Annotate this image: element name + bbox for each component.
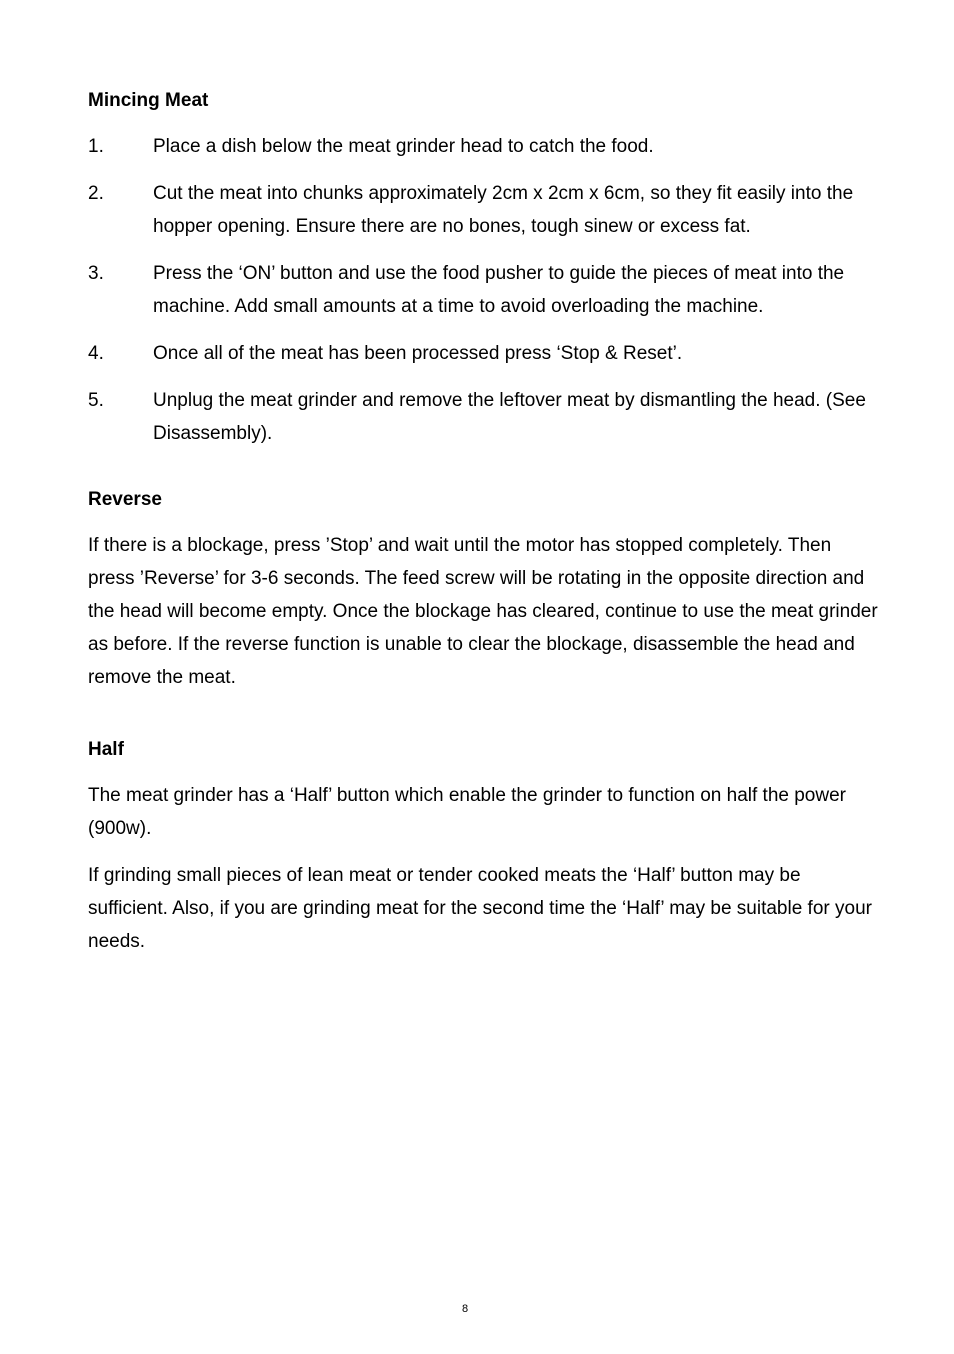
half-paragraph-2: If grinding small pieces of lean meat or tender cooked meats the ‘Half’ button may be sufficient. Also, if you are grinding meat for the second time the ‘Half’ may be suitable for your needs. — [88, 865, 872, 952]
reverse-paragraph: If there is a blockage, press ’Stop’ and wait until the motor has stopped completely. Then press ’Reverse’ for 3-6 seconds. The feed screw will be rotating in the opposite direction and the head will become empty. Once the blockage has cleared, continue to use the meat grinder as before. If the reverse function is unable to clear the blockage, disassemble the head and remove the meat. — [88, 535, 878, 688]
half-paragraph-1: The meat grinder has a ‘Half’ button which enable the grinder to function on half the power (900w). — [88, 785, 846, 839]
step-text: Unplug the meat grinder and remove the leftover meat by dismantling the head. (See Disassembly). — [153, 390, 866, 444]
page-number: 8 — [461, 1303, 469, 1315]
document-page — [88, 86, 878, 958]
step-number: 2. — [88, 183, 104, 204]
half-heading: Half — [88, 739, 124, 760]
list-item — [88, 384, 878, 450]
reverse-heading: Reverse — [88, 489, 162, 510]
step-number: 1. — [88, 136, 104, 157]
list-item — [88, 337, 878, 370]
list-item — [88, 177, 878, 243]
step-text: Place a dish below the meat grinder head to catch the food. — [153, 136, 654, 157]
step-text: Press the ‘ON’ button and use the food pusher to guide the pieces of meat into the machine. Add small amounts at a time to avoid overloading the machine. — [153, 263, 845, 317]
step-text: Once all of the meat has been processed press ‘Stop & Reset’. — [153, 343, 683, 364]
mincing-meat-heading: Mincing Meat — [88, 90, 209, 111]
list-item — [88, 257, 878, 323]
step-text: Cut the meat into chunks approximately 2cm x 2cm x 6cm, so they fit easily into the hopper opening. Ensure there are no bones, tough sinew or excess fat. — [153, 183, 854, 237]
step-number: 5. — [88, 390, 104, 411]
list-item — [88, 130, 878, 163]
step-number: 3. — [88, 263, 104, 284]
mincing-steps-list — [88, 130, 878, 450]
step-number: 4. — [88, 343, 104, 364]
